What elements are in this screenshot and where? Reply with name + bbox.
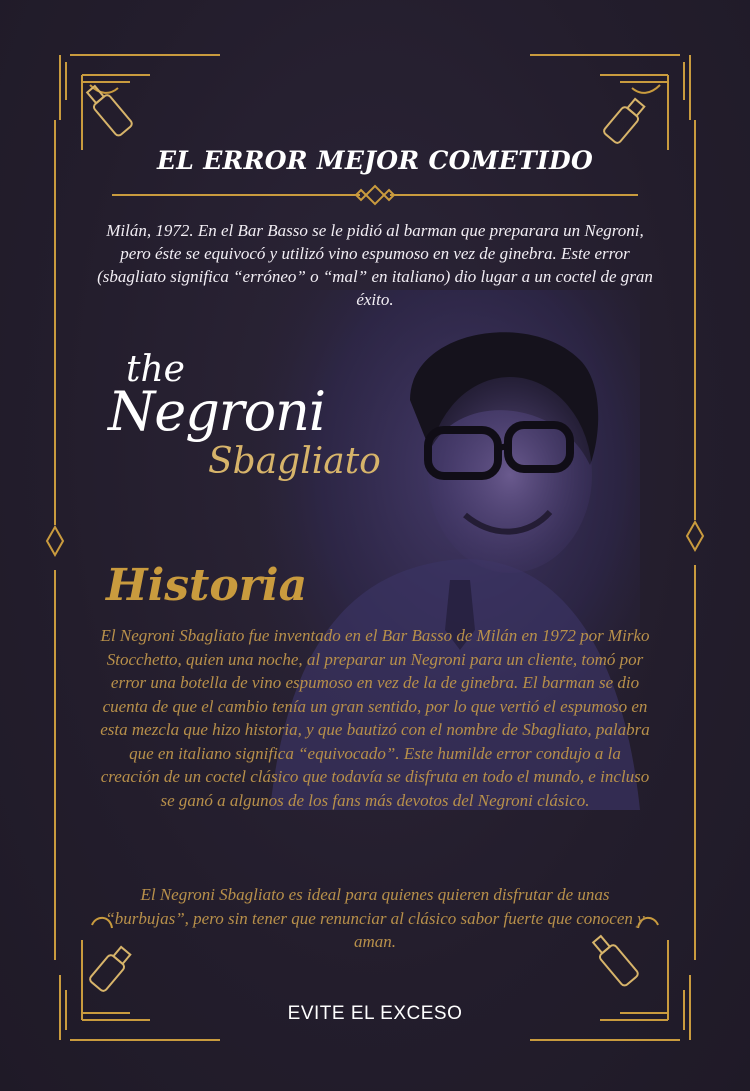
history-title: Historia: [106, 560, 308, 611]
footer-warning: EVITE EL EXCESO: [287, 1003, 463, 1024]
logo-sbagliato: Sbagliato: [208, 441, 381, 482]
intro-paragraph: Milán, 1972. En el Bar Basso se le pidió al barman que preparara un Negroni, pero éste se equivocó y utilizó vino espumoso en vez de ginebra. Este error (sbagliato significa “erróneo” o “mal” en italiano) dio lugar a un coctel de gran éxito.: [97, 221, 653, 309]
logo-negroni: Negroni: [108, 380, 326, 443]
headline: EL ERROR MEJOR COMETIDO: [156, 146, 594, 175]
history-paragraph-1: El Negroni Sbagliato fue inventado en el Bar Basso de Milán en 1972 por Mirko Stocchetto, quien una noche, al preparar un Negroni para un cliente, tomó por error una botella de vino espumoso en vez de la de ginebra. El barman se dio cuenta de que el cambio tenía un gran sentido, por lo que vertió el espumoso en esta mezcla que hizo historia, y que bautizó con el nombre de Sbagliato, palabra que en italiano significa “equivocado”. Este humilde error condujo a la creación de un coctel clásico que todavía se disfruta en todo el mundo, e incluso se ganó a algunos de los fans más devotos del Negroni clásico.: [100, 626, 650, 810]
history-paragraph-2: El Negroni Sbagliato es ideal para quienes quieren disfrutar de unas “burbujas”, pero sin tener que renunciar al clásico sabor fuerte que conocen y aman.: [105, 885, 645, 951]
logo-the: the: [126, 349, 185, 390]
